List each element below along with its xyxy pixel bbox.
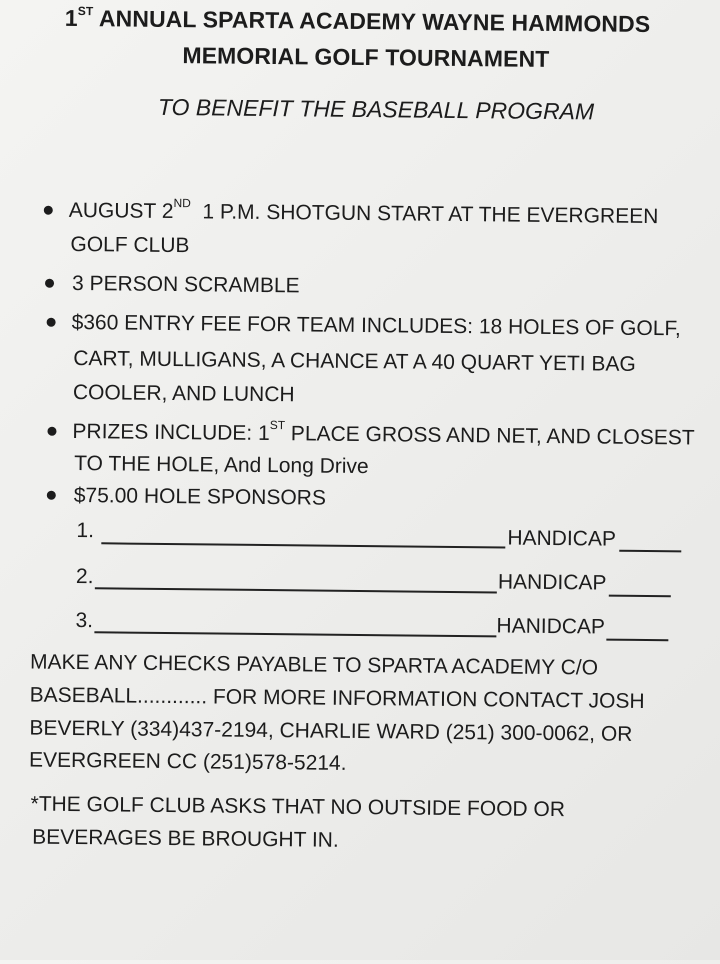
bullet-sponsors: $75.00 HOLE SPONSORS — [73, 484, 327, 510]
title-ordinal: 1 — [64, 4, 78, 32]
handicap-blank[interactable] — [609, 595, 671, 598]
entry-number: 1. — [76, 519, 95, 543]
note-line-1: *THE GOLF CLUB ASKS THAT NO OUTSIDE FOOD OR — [30, 792, 566, 822]
checks-line-3: BEVERLY (334)437-2194, CHARLIE WARD (251) 300-0062, OR — [29, 716, 633, 746]
note-line-2: BEVERAGES BE BROUGHT IN. — [32, 825, 339, 852]
title-ordinal-suffix: ST — [77, 4, 94, 19]
bullet-date-line-2: GOLF CLUB — [70, 232, 190, 258]
handicap-label: HANDICAP — [507, 526, 617, 551]
checks-line-4: EVERGREEN CC (251)578-5214. — [28, 748, 347, 775]
title-line-2: MEMORIAL GOLF TOURNAMENT — [182, 42, 550, 72]
entry-number: 2. — [75, 565, 94, 589]
sponsor-name-blank[interactable] — [101, 542, 505, 548]
bullet-format: 3 PERSON SCRAMBLE — [71, 271, 300, 298]
bullet-entry-fee-line-2: CART, MULLIGANS, A CHANCE AT A 40 QUART YETI BAG — [73, 346, 636, 376]
bullet-entry-fee-line-1: $360 ENTRY FEE FOR TEAM INCLUDES: 18 HOLES OF GOLF, — [71, 310, 681, 341]
handicap-blank[interactable] — [619, 550, 681, 553]
handicap-blank[interactable] — [606, 639, 668, 642]
bullet-prizes-line-2: TO THE HOLE, And Long Drive — [74, 452, 369, 479]
bullet-prizes-line-1: PRIZES INCLUDE: 1ST PLACE GROSS AND NET, AND CLOSEST — [72, 418, 695, 450]
bullet-dot — [47, 491, 56, 500]
title-text: ANNUAL SPARTA ACADEMY WAYNE HAMMONDS — [93, 5, 651, 38]
sponsor-name-blank[interactable] — [95, 587, 497, 593]
bullet-dot — [47, 318, 56, 327]
bullet-dot — [45, 279, 54, 288]
checks-line-1: MAKE ANY CHECKS PAYABLE TO SPARTA ACADEMY C/O — [29, 650, 599, 680]
bullet-dot — [44, 206, 53, 215]
bullet-entry-fee-line-3: COOLER, AND LUNCH — [72, 380, 295, 407]
title-line-1 — [65, 5, 651, 38]
handicap-label: HANIDCAP — [496, 614, 606, 639]
checks-line-2: BASEBALL............ FOR MORE INFORMATION CONTACT JOSH — [29, 683, 645, 713]
entry-number: 3. — [75, 609, 94, 633]
bullet-date-line: AUGUST 2ND 1 P.M. SHOTGUN START AT THE EVERGREEN — [68, 196, 659, 229]
bullet-dot — [47, 427, 56, 436]
handicap-label: HANDICAP — [497, 570, 607, 595]
subtitle: TO BENEFIT THE BASEBALL PROGRAM — [157, 93, 595, 125]
sponsor-name-blank[interactable] — [94, 631, 496, 637]
